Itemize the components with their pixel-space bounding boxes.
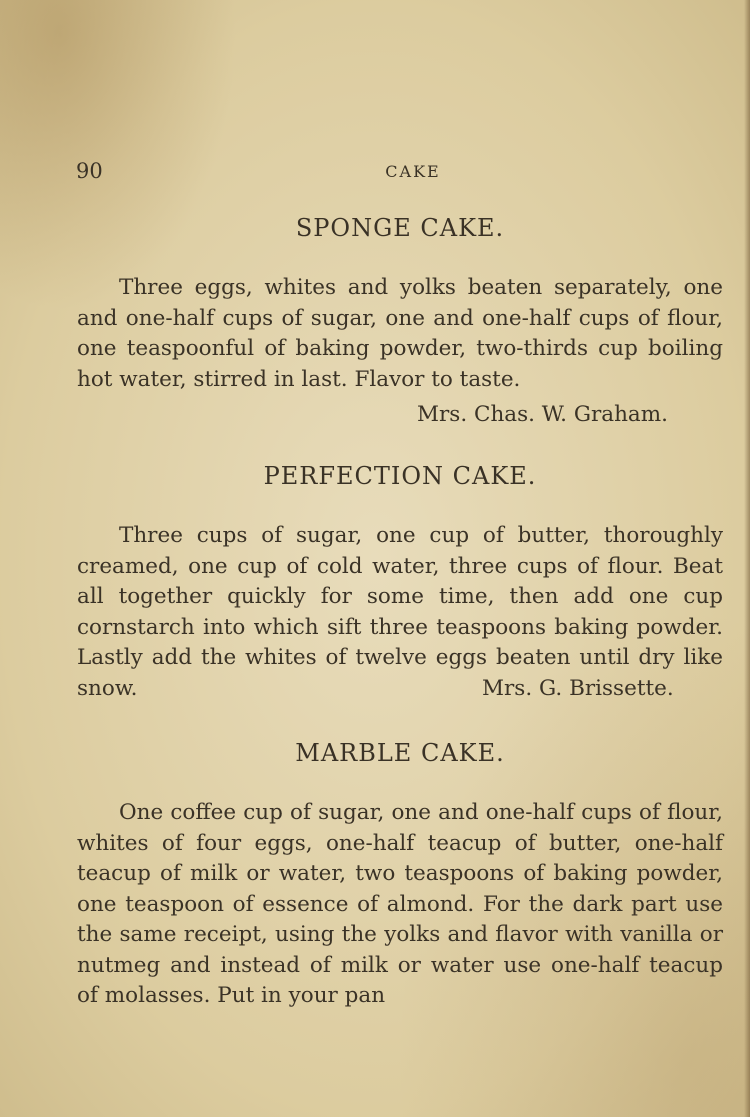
recipe-title-perfection-cake: PERFECTION CAKE. [263, 462, 537, 490]
recipe-paragraph: Three cups of sugar, one cup of butter, thoroughly creamed, one cup of cold water, three cups of flour. Beat all together quickly for some time, then add one cup cornstarch into which sift three teaspoons baking powder. Lastly add the whites of twelve eggs beaten until dry like snow. [77, 523, 723, 701]
recipe-text-sponge-cake [77, 273, 723, 395]
recipe-title-marble-cake: MARBLE CAKE. [295, 739, 505, 767]
running-head: CAKE [385, 162, 441, 181]
recipe-paragraph: Three eggs, whites and yolks beaten separately, one and one-half cups of sugar, one and one-half cups of flour, one teaspoonful of baking powder, two-thirds cup boiling hot water, stirred in last. Flavor to taste. [77, 275, 723, 392]
recipe-title-sponge-cake: SPONGE CAKE. [295, 214, 505, 242]
page-number: 90 [76, 159, 103, 183]
recipe-text-marble-cake [77, 798, 723, 1012]
recipe-author-perfection-cake: Mrs. G. Brissette. [482, 676, 674, 701]
recipe-author-sponge-cake: Mrs. Chas. W. Graham. [417, 402, 668, 427]
recipe-paragraph: One coffee cup of sugar, one and one-half cups of flour, whites of four eggs, one-half teacup of butter, one-half teacup of milk or water, two teaspoons of baking powder, one teaspoon of essence of almond. For the dark part use the same receipt, using the yolks and flavor with vanilla or nutmeg and instead of milk or water use one-half teacup of molasses. Put in your pan [77, 800, 723, 1008]
